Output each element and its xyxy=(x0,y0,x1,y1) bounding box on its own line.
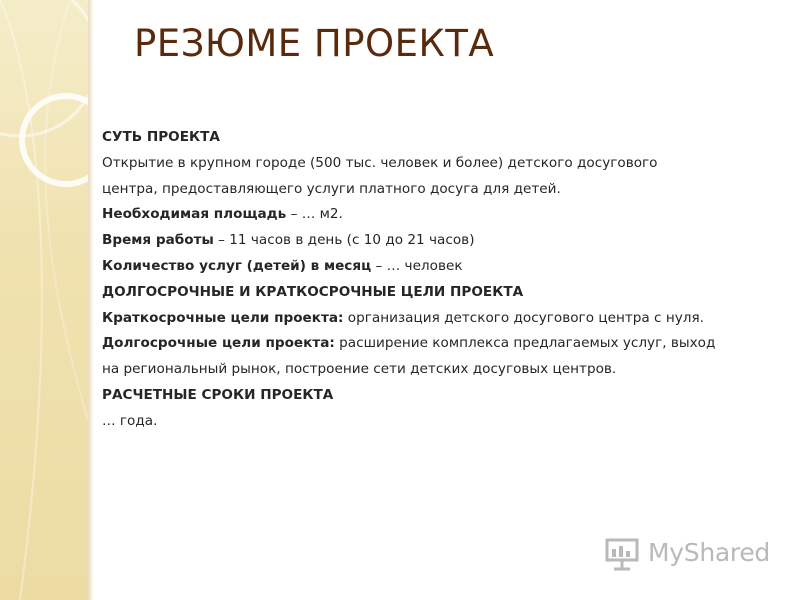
area-value: – … м2. xyxy=(286,206,343,223)
decorative-sidebar xyxy=(0,0,88,600)
long-goals-label: Долгосрочные цели проекта: xyxy=(102,335,335,352)
sidebar-edge-shadow xyxy=(88,0,94,600)
section-heading-goals: ДОЛГОСРОЧНЫЕ И КРАТКОСРОЧНЫЕ ЦЕЛИ ПРОЕКТА xyxy=(102,283,524,300)
watermark-text: MyShared xyxy=(648,538,770,567)
watermark xyxy=(604,535,774,573)
short-goals-line xyxy=(102,306,742,332)
hours-value: – 11 часов в день (с 10 до 21 часов) xyxy=(213,232,475,249)
area-line xyxy=(102,202,742,228)
hours-label: Время работы xyxy=(102,232,214,249)
essence-text-line-1: Открытие в крупном городе (500 тыс. человек и более) детского досугового xyxy=(102,154,658,171)
services-value: – … человек xyxy=(371,257,463,274)
decorative-circles-icon xyxy=(0,0,88,600)
hours-line xyxy=(102,228,742,254)
services-line xyxy=(102,254,742,280)
area-label: Необходимая площадь xyxy=(102,206,287,223)
long-goals-value: расширение комплекса предлагаемых услуг, выход xyxy=(334,335,716,352)
essence-text-line-2: центра, предоставляющего услуги платного досуга для детей. xyxy=(102,180,561,197)
slide-title: РЕЗЮМЕ ПРОЕКТА xyxy=(134,22,495,65)
presentation-board-icon xyxy=(604,537,642,571)
long-goals-line xyxy=(102,331,742,357)
short-goals-value: организация детского досугового центра с нуля. xyxy=(343,309,704,326)
short-goals-label: Краткосрочные цели проекта: xyxy=(102,309,344,326)
long-goals-line-2: на региональный рынок, построение сети детских досуговых центров. xyxy=(102,361,617,378)
section-heading-essence: СУТЬ ПРОЕКТА xyxy=(102,129,220,145)
timeline-value: … года. xyxy=(102,412,158,429)
services-label: Количество услуг (детей) в месяц xyxy=(102,257,372,274)
section-heading-timeline: РАСЧЕТНЫЕ СРОКИ ПРОЕКТА xyxy=(102,386,334,403)
slide-body xyxy=(102,125,742,435)
